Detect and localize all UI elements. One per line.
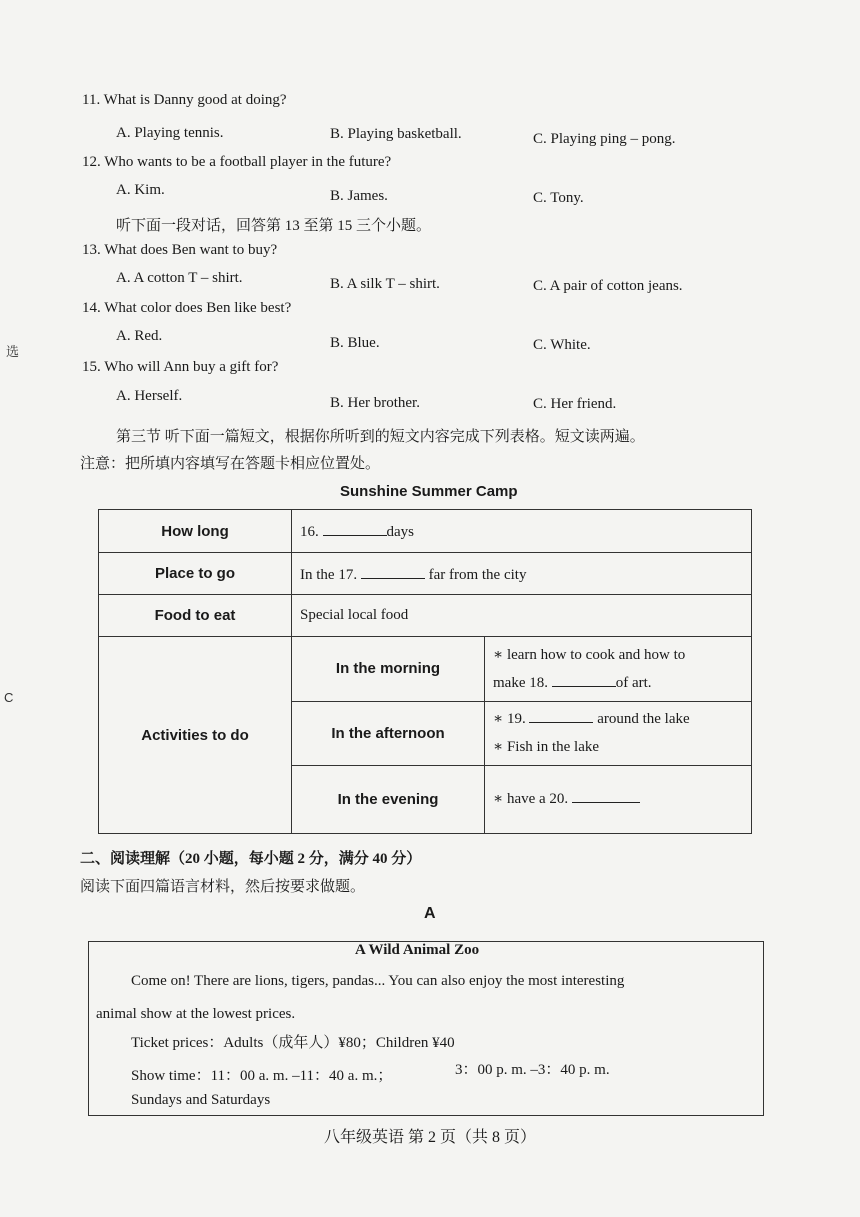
passage-label: A xyxy=(424,905,436,922)
zoo-line-1: Come on! There are lions, tigers, pandas... You can also enjoy the most interesting xyxy=(131,973,625,989)
zoo-show-days: Sundays and Saturdays xyxy=(131,1092,271,1108)
afternoon-line-1 xyxy=(493,705,743,733)
evening-line: ∗ have a 20. xyxy=(493,791,569,808)
zoo-show-time-morning: Show time：11：00 a. m. –11：40 a. m.； xyxy=(131,1068,393,1084)
evening-activity xyxy=(485,765,752,833)
margin-char-xuan: 选 xyxy=(6,344,20,359)
summer-camp-table xyxy=(98,509,752,834)
question-13-option-c: C. A pair of cotton jeans. xyxy=(533,278,683,294)
dialogue-instruction: 听下面一段对话，回答第 13 至第 15 三个小题。 xyxy=(116,218,432,234)
reading-instruction: 阅读下面四篇语言材料，然后按要求做题。 xyxy=(80,879,366,895)
morning-label: In the morning xyxy=(292,637,485,701)
place-cell xyxy=(292,553,752,595)
question-15-option-a: A. Herself. xyxy=(116,388,183,404)
section3-note: 注意：把所填内容填写在答题卡相应位置处。 xyxy=(80,456,381,472)
zoo-advertisement xyxy=(88,941,764,1116)
afternoon-line-1-suffix: around the lake xyxy=(597,711,690,728)
afternoon-activity xyxy=(485,701,752,765)
table-row xyxy=(99,595,752,637)
zoo-line-2: animal show at the lowest prices. xyxy=(96,1006,296,1022)
question-12-option-b: B. James. xyxy=(330,188,388,204)
question-14-option-a: A. Red. xyxy=(116,328,163,344)
blank-16-number: 16. xyxy=(300,524,319,541)
table-row xyxy=(99,637,752,701)
table-row xyxy=(99,510,752,553)
table-title: Sunshine Summer Camp xyxy=(340,483,518,500)
question-12-option-c: C. Tony. xyxy=(533,190,584,206)
section3-heading: 第三节 听下面一篇短文，根据你所听到的短文内容完成下列表格。短文读两遍。 xyxy=(116,429,645,445)
blank-19[interactable] xyxy=(529,708,593,723)
morning-line-2-suffix: of art. xyxy=(615,674,652,691)
activities-label: Activities to do xyxy=(99,637,292,834)
food-label: Food to eat xyxy=(99,595,292,637)
reading-heading: 二、阅读理解（20 小题，每小题 2 分，满分 40 分） xyxy=(80,851,422,867)
question-14-option-c: C. White. xyxy=(533,337,591,353)
place-suffix: far from the city xyxy=(428,566,527,583)
question-11-stem: 11. What is Danny good at doing? xyxy=(82,92,287,108)
zoo-ticket-prices: Ticket prices：Adults（成年人）¥80；Children ¥40 xyxy=(131,1035,455,1051)
morning-line-1: ∗ learn how to cook and how to xyxy=(493,646,686,663)
place-label: Place to go xyxy=(99,553,292,595)
question-11-option-a: A. Playing tennis. xyxy=(116,125,224,141)
question-11-option-b: B. Playing basketball. xyxy=(330,126,462,142)
food-value: Special local food xyxy=(292,595,752,637)
how-long-cell xyxy=(292,510,752,553)
zoo-title: A Wild Animal Zoo xyxy=(355,942,480,958)
afternoon-line-1-prefix: ∗ 19. xyxy=(493,711,526,728)
table-row xyxy=(99,553,752,595)
afternoon-label: In the afternoon xyxy=(292,701,485,765)
question-14-stem: 14. What color does Ben like best? xyxy=(82,300,292,316)
evening-label: In the evening xyxy=(292,765,485,833)
question-12-option-a: A. Kim. xyxy=(116,182,165,198)
blank-18[interactable] xyxy=(552,672,616,687)
question-11-option-c: C. Playing ping – pong. xyxy=(533,131,676,147)
question-13-option-a: A. A cotton T – shirt. xyxy=(116,270,243,286)
how-long-label: How long xyxy=(99,510,292,553)
how-long-unit: days xyxy=(386,524,414,541)
question-13-option-b: B. A silk T – shirt. xyxy=(330,276,440,292)
margin-char-c: C xyxy=(4,690,14,705)
question-15-option-b: B. Her brother. xyxy=(330,395,420,411)
afternoon-line-2: ∗ Fish in the lake xyxy=(493,739,600,756)
question-15-stem: 15. Who will Ann buy a gift for? xyxy=(82,359,279,375)
zoo-show-time-afternoon: 3：00 p. m. –3：40 p. m. xyxy=(455,1062,610,1078)
question-15-option-c: C. Her friend. xyxy=(533,396,617,412)
blank-17[interactable] xyxy=(361,564,425,579)
morning-line-2-prefix: make 18. xyxy=(493,674,548,691)
morning-activity xyxy=(485,637,752,701)
page-footer: 八年级英语 第 2 页（共 8 页） xyxy=(323,1129,536,1146)
morning-line-2 xyxy=(493,669,743,697)
blank-20[interactable] xyxy=(572,788,640,803)
blank-16[interactable] xyxy=(323,521,387,536)
question-12-stem: 12. Who wants to be a football player in the future? xyxy=(82,154,392,170)
place-prefix: In the 17. xyxy=(300,566,358,583)
question-13-stem: 13. What does Ben want to buy? xyxy=(82,242,278,258)
question-14-option-b: B. Blue. xyxy=(330,335,380,351)
